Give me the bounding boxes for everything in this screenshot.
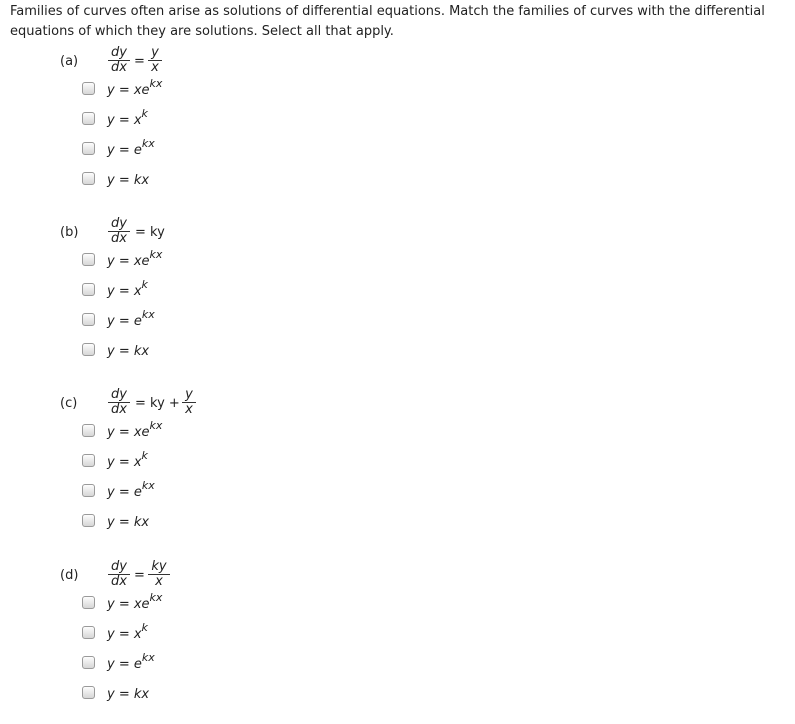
checkbox[interactable] bbox=[82, 596, 95, 609]
checkbox[interactable] bbox=[82, 686, 95, 699]
checkbox[interactable] bbox=[82, 514, 95, 527]
lhs-denominator: dx bbox=[111, 402, 127, 417]
option-label: $y = xe^{kx}$ bbox=[107, 590, 163, 612]
option-label: $y = x^k$ bbox=[107, 620, 148, 642]
checkbox[interactable] bbox=[82, 283, 95, 296]
option-label: y = kx bbox=[107, 344, 150, 359]
rhs-fraction bbox=[148, 560, 170, 589]
question-text: Families of curves often arise as solutions of differential equations. Match the families of curves with the differential equations of which they are solutions. Select all that apply. bbox=[10, 4, 765, 39]
option-b-3[interactable] bbox=[82, 307, 282, 333]
rhs-denominator: x bbox=[185, 402, 193, 417]
option-c-1[interactable] bbox=[82, 418, 282, 444]
checkbox[interactable] bbox=[82, 112, 95, 125]
option-label: y = kx bbox=[107, 515, 150, 530]
checkbox[interactable] bbox=[82, 454, 95, 467]
option-b-1[interactable] bbox=[82, 247, 282, 273]
option-label: $y = e^{kx}$ bbox=[107, 307, 155, 329]
option-b-4[interactable] bbox=[82, 343, 282, 363]
option-label: $y = e^{kx}$ bbox=[107, 650, 155, 672]
option-label: y = kx bbox=[107, 173, 150, 188]
option-label: $y = x^k$ bbox=[107, 106, 148, 128]
option-c-2[interactable] bbox=[82, 448, 282, 474]
part-label: (d) bbox=[60, 568, 79, 583]
checkbox[interactable] bbox=[82, 424, 95, 437]
rhs-fraction bbox=[148, 46, 162, 75]
checkbox[interactable] bbox=[82, 142, 95, 155]
lhs-fraction bbox=[108, 388, 130, 417]
equals-sign: = bbox=[134, 568, 145, 583]
rhs-numerator: y bbox=[151, 45, 159, 60]
checkbox[interactable] bbox=[82, 343, 95, 356]
lhs-numerator: dy bbox=[111, 216, 127, 231]
option-b-2[interactable] bbox=[82, 277, 282, 303]
rhs-denominator: x bbox=[151, 60, 159, 75]
rhs-denominator: x bbox=[155, 574, 163, 589]
checkbox[interactable] bbox=[82, 172, 95, 185]
checkbox[interactable] bbox=[82, 656, 95, 669]
lhs-fraction bbox=[108, 46, 130, 75]
part-label: (c) bbox=[60, 396, 78, 411]
checkbox[interactable] bbox=[82, 484, 95, 497]
lhs-fraction bbox=[108, 560, 130, 589]
option-label: $y = e^{kx}$ bbox=[107, 136, 155, 158]
checkbox[interactable] bbox=[82, 313, 95, 326]
lhs-denominator: dx bbox=[111, 574, 127, 589]
part-label: (a) bbox=[60, 54, 79, 69]
option-a-2[interactable] bbox=[82, 106, 282, 132]
checkbox[interactable] bbox=[82, 626, 95, 639]
equation-rhs: = ky bbox=[135, 225, 165, 240]
option-label: $y = x^k$ bbox=[107, 277, 148, 299]
option-d-2[interactable] bbox=[82, 620, 282, 646]
option-d-1[interactable] bbox=[82, 590, 282, 616]
equation-middle: = ky + bbox=[135, 396, 180, 411]
checkbox[interactable] bbox=[82, 82, 95, 95]
lhs-numerator: dy bbox=[111, 559, 127, 574]
option-label: $y = x^k$ bbox=[107, 448, 148, 470]
option-label: $y = e^{kx}$ bbox=[107, 478, 155, 500]
lhs-denominator: dx bbox=[111, 60, 127, 75]
checkbox[interactable] bbox=[82, 253, 95, 266]
equals-sign: = bbox=[134, 54, 145, 69]
option-a-3[interactable] bbox=[82, 136, 282, 162]
option-a-4[interactable] bbox=[82, 172, 282, 192]
part-label: (b) bbox=[60, 225, 79, 240]
rhs-fraction bbox=[182, 388, 196, 417]
option-c-3[interactable] bbox=[82, 478, 282, 504]
option-label: $y = xe^{kx}$ bbox=[107, 247, 163, 269]
rhs-numerator: y bbox=[185, 387, 193, 402]
option-label: $y = xe^{kx}$ bbox=[107, 418, 163, 440]
option-d-3[interactable] bbox=[82, 650, 282, 676]
rhs-numerator: ky bbox=[151, 559, 167, 574]
option-label: $y = xe^{kx}$ bbox=[107, 76, 163, 98]
option-c-4[interactable] bbox=[82, 514, 282, 534]
lhs-numerator: dy bbox=[111, 387, 127, 402]
option-a-1[interactable] bbox=[82, 76, 282, 102]
option-d-4[interactable] bbox=[82, 686, 282, 706]
lhs-fraction bbox=[108, 217, 130, 246]
option-label: y = kx bbox=[107, 687, 150, 702]
lhs-denominator: dx bbox=[111, 231, 127, 246]
lhs-numerator: dy bbox=[111, 45, 127, 60]
